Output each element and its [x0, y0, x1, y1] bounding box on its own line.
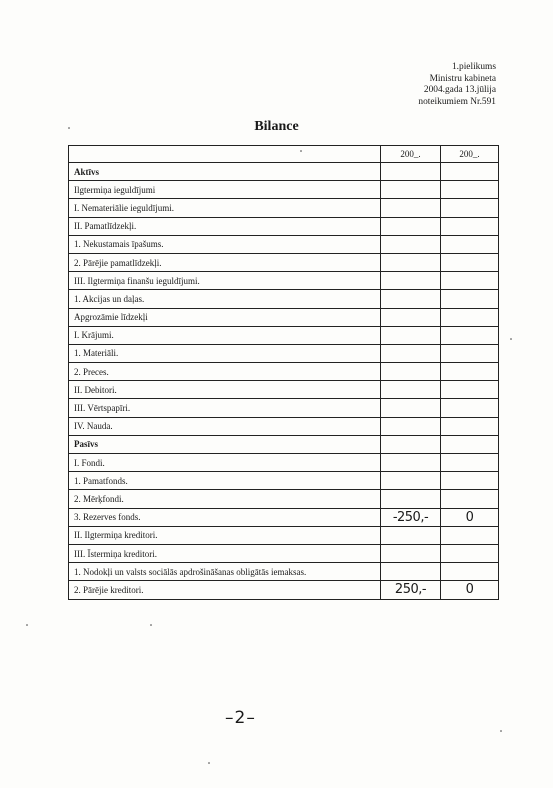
- row-value-cell: [441, 399, 499, 417]
- row-label: IV. Nauda.: [69, 417, 381, 435]
- table-row: [69, 544, 499, 562]
- row-value-cell: [441, 163, 499, 181]
- row-value-cell: [441, 563, 499, 581]
- row-value-cell: [441, 344, 499, 362]
- row-value-cell: [381, 308, 441, 326]
- row-label: 2. Preces.: [69, 363, 381, 381]
- row-value-cell: [441, 181, 499, 199]
- row-label: Aktīvs: [69, 163, 381, 181]
- row-value-cell: [381, 435, 441, 453]
- row-value-cell: [381, 199, 441, 217]
- table-row: [69, 581, 499, 599]
- row-value-cell: [441, 308, 499, 326]
- table-row: [69, 417, 499, 435]
- header-blank-cell: [69, 146, 381, 163]
- row-label: 3. Rezerves fonds.: [69, 508, 381, 526]
- row-value-cell: [381, 581, 441, 599]
- row-label: Ilgtermiņa ieguldījumi: [69, 181, 381, 199]
- row-value-cell: [441, 363, 499, 381]
- row-label: 2. Pārējie kreditori.: [69, 581, 381, 599]
- row-value-cell: [381, 363, 441, 381]
- year-header: 200_.: [381, 146, 441, 163]
- row-value-cell: [381, 253, 441, 271]
- row-label: Apgrozāmie līdzekļi: [69, 308, 381, 326]
- annex-note: [296, 62, 496, 108]
- table-row: [69, 508, 499, 526]
- table-row: [69, 472, 499, 490]
- row-label: 1. Materiāli.: [69, 344, 381, 362]
- row-label: 1. Nekustamais īpašums.: [69, 235, 381, 253]
- row-value-cell: [441, 290, 499, 308]
- row-value-cell: [441, 508, 499, 526]
- row-value-cell: [381, 544, 441, 562]
- table-row: [69, 253, 499, 271]
- table-row: [69, 199, 499, 217]
- row-value-cell: [441, 326, 499, 344]
- row-value-cell: [381, 454, 441, 472]
- row-value-cell: [381, 235, 441, 253]
- scan-speck: [300, 150, 302, 152]
- row-value-cell: [441, 253, 499, 271]
- annex-note-line: Ministru kabineta: [429, 73, 496, 84]
- row-label: 2. Mērķfondi.: [69, 490, 381, 508]
- row-value-cell: [381, 381, 441, 399]
- row-label: I. Fondi.: [69, 454, 381, 472]
- row-label: I. Krājumi.: [69, 326, 381, 344]
- row-value-cell: [441, 472, 499, 490]
- row-value-cell: [441, 526, 499, 544]
- table-row: [69, 381, 499, 399]
- table-row: [69, 217, 499, 235]
- scan-speck: [510, 338, 512, 340]
- row-value-cell: [381, 217, 441, 235]
- handwritten-value: 0: [465, 509, 474, 525]
- table-row: [69, 363, 499, 381]
- row-label: 1. Nodokļi un valsts sociālās apdrošināšanas obligātās iemaksas.: [69, 563, 381, 581]
- balance-table: [68, 145, 499, 600]
- document-title: Bilance: [254, 119, 299, 134]
- row-value-cell: [381, 508, 441, 526]
- row-label: III. Īstermiņa kreditori.: [69, 544, 381, 562]
- row-value-cell: [381, 563, 441, 581]
- table-row: [69, 163, 499, 181]
- row-value-cell: [381, 417, 441, 435]
- row-value-cell: [441, 235, 499, 253]
- table-row: [69, 308, 499, 326]
- row-value-cell: [441, 435, 499, 453]
- table-row: [69, 454, 499, 472]
- annex-note-line: noteikumiem Nr.591: [418, 96, 496, 107]
- row-value-cell: [381, 272, 441, 290]
- table-row: [69, 290, 499, 308]
- row-value-cell: [441, 217, 499, 235]
- row-label: II. Pamatlīdzekļi.: [69, 217, 381, 235]
- row-label: II. Ilgtermiņa kreditori.: [69, 526, 381, 544]
- table-row: [69, 235, 499, 253]
- scan-speck: [208, 762, 210, 764]
- table-row: [69, 526, 499, 544]
- row-value-cell: [381, 472, 441, 490]
- row-value-cell: [381, 326, 441, 344]
- row-label: II. Debitori.: [69, 381, 381, 399]
- table-row: [69, 344, 499, 362]
- row-label: III. Vērtspapīri.: [69, 399, 381, 417]
- row-value-cell: [381, 344, 441, 362]
- row-value-cell: [441, 381, 499, 399]
- table-row: [69, 563, 499, 581]
- handwritten-value: 0: [465, 582, 474, 598]
- table-row: [69, 490, 499, 508]
- row-label: 1. Pamatfonds.: [69, 472, 381, 490]
- row-value-cell: [441, 544, 499, 562]
- row-value-cell: [381, 526, 441, 544]
- row-value-cell: [381, 181, 441, 199]
- row-label: Pasīvs: [69, 435, 381, 453]
- year-header: 200_.: [441, 146, 499, 163]
- row-value-cell: [441, 454, 499, 472]
- table-row: [69, 435, 499, 453]
- scan-speck: [500, 730, 502, 732]
- annex-note-line: 2004.gada 13.jūlija: [423, 85, 496, 96]
- table-row: [69, 326, 499, 344]
- row-value-cell: [441, 417, 499, 435]
- row-value-cell: [441, 199, 499, 217]
- table-header-row: [69, 146, 499, 163]
- row-label: I. Nemateriālie ieguldījumi.: [69, 199, 381, 217]
- table-row: [69, 272, 499, 290]
- row-label: 1. Akcijas un daļas.: [69, 290, 381, 308]
- handwritten-value: 250,-: [394, 582, 427, 598]
- row-value-cell: [381, 163, 441, 181]
- row-value-cell: [441, 272, 499, 290]
- row-value-cell: [381, 290, 441, 308]
- handwritten-value: -250,-: [392, 509, 429, 525]
- scan-speck: [26, 624, 28, 626]
- page-number: –2–: [225, 708, 256, 728]
- row-label: 2. Pārējie pamatlīdzekļi.: [69, 253, 381, 271]
- annex-note-line: 1.pielikums: [451, 62, 496, 72]
- table-row: [69, 399, 499, 417]
- row-label: III. Ilgtermiņa finanšu ieguldījumi.: [69, 272, 381, 290]
- row-value-cell: [381, 399, 441, 417]
- row-value-cell: [441, 490, 499, 508]
- table-row: [69, 181, 499, 199]
- row-value-cell: [441, 581, 499, 599]
- scan-speck: [68, 127, 70, 129]
- row-value-cell: [381, 490, 441, 508]
- scan-speck: [150, 624, 152, 626]
